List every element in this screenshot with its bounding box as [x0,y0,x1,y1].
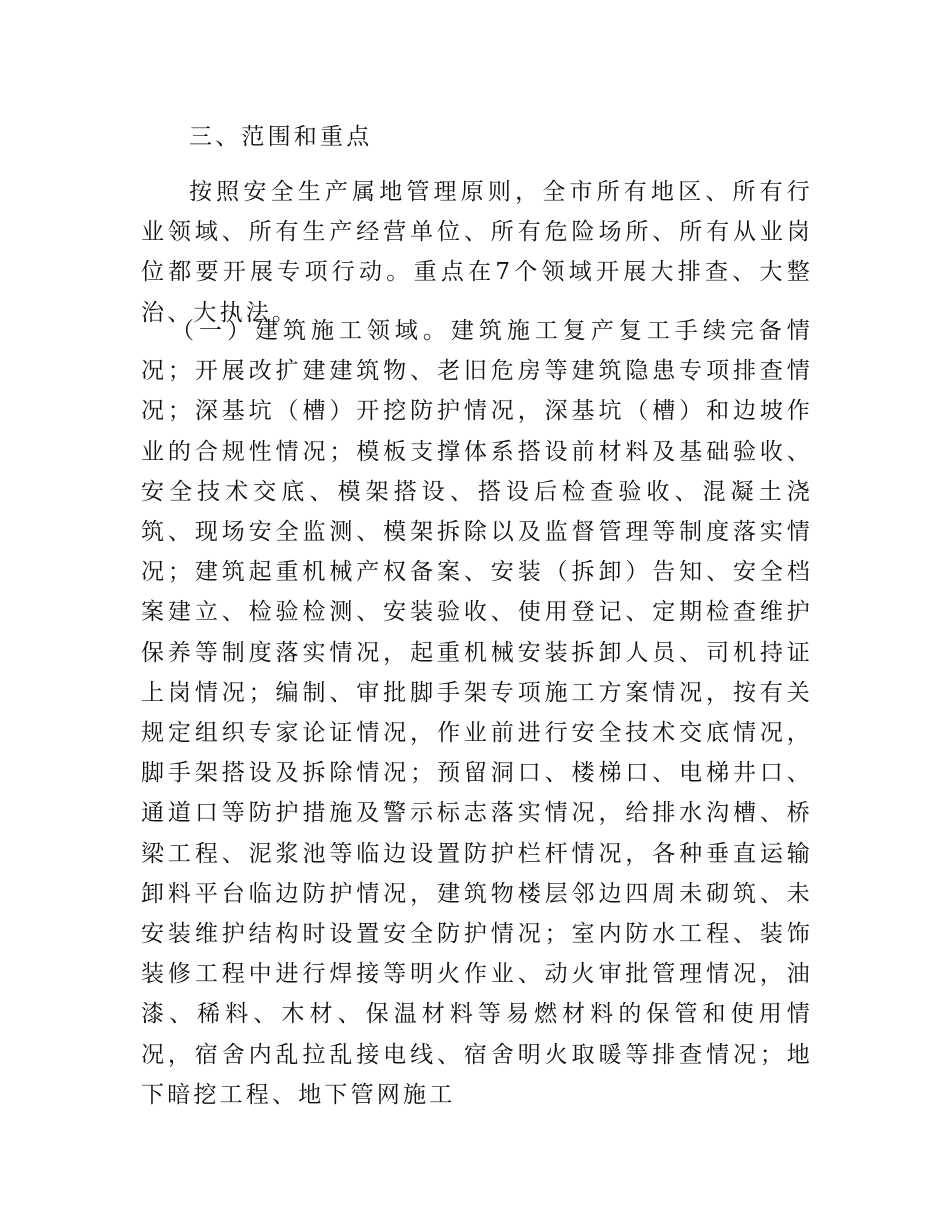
paragraph-scope: 按照安全生产属地管理原则，全市所有地区、所有行业领域、所有生产经营单位、所有危险场所、所有从业岗位都要开展专项行动。重点在7个领域开展大排查、大整治、大执法。 [141,179,813,326]
paragraph-construction: （一）建筑施工领域。建筑施工复产复工手续完备情况；开展改扩建建筑物、老旧危房等建筑隐患专项排查情况；深基坑（槽）开挖防护情况，深基坑（槽）和边坡作业的合规性情况；模板支撑体系搭设前材料及基础验收、安全技术交底、模架搭设、搭设后检查验收、混凝土浇筑、现场安全监测、模架拆除以及监督管理等制度落实情况；建筑起重机械产权备案、安装（拆卸）告知、安全档案建立、检验检测、安装验收、使用登记、定期检查维护保养等制度落实情况，起重机械安装拆卸人员、司机持证上岗情况；编制、审批脚手架专项施工方案情况，按有关规定组织专家论证情况，作业前进行安全技术交底情况，脚手架搭设及拆除情况；预留洞口、楼梯口、电梯井口、通道口等防护措施及警示标志落实情况，给排水沟槽、桥梁工程、泥浆池等临边设置防护栏杆情况，各种垂直运输卸料平台临边防护情况，建筑物楼层邻边四周未砌筑、未安装维护结构时设置安全防护情况；室内防水工程、装饰装修工程中进行焊接等明火作业、动火审批管理情况，油漆、稀料、木材、保温材料等易燃材料的保管和使用情况，宿舍内乱拉乱接电线、宿舍明火取暖等排查情况；地下暗挖工程、地下管网施工 [141,318,813,1108]
section-heading: 三、范围和重点 [189,124,373,150]
